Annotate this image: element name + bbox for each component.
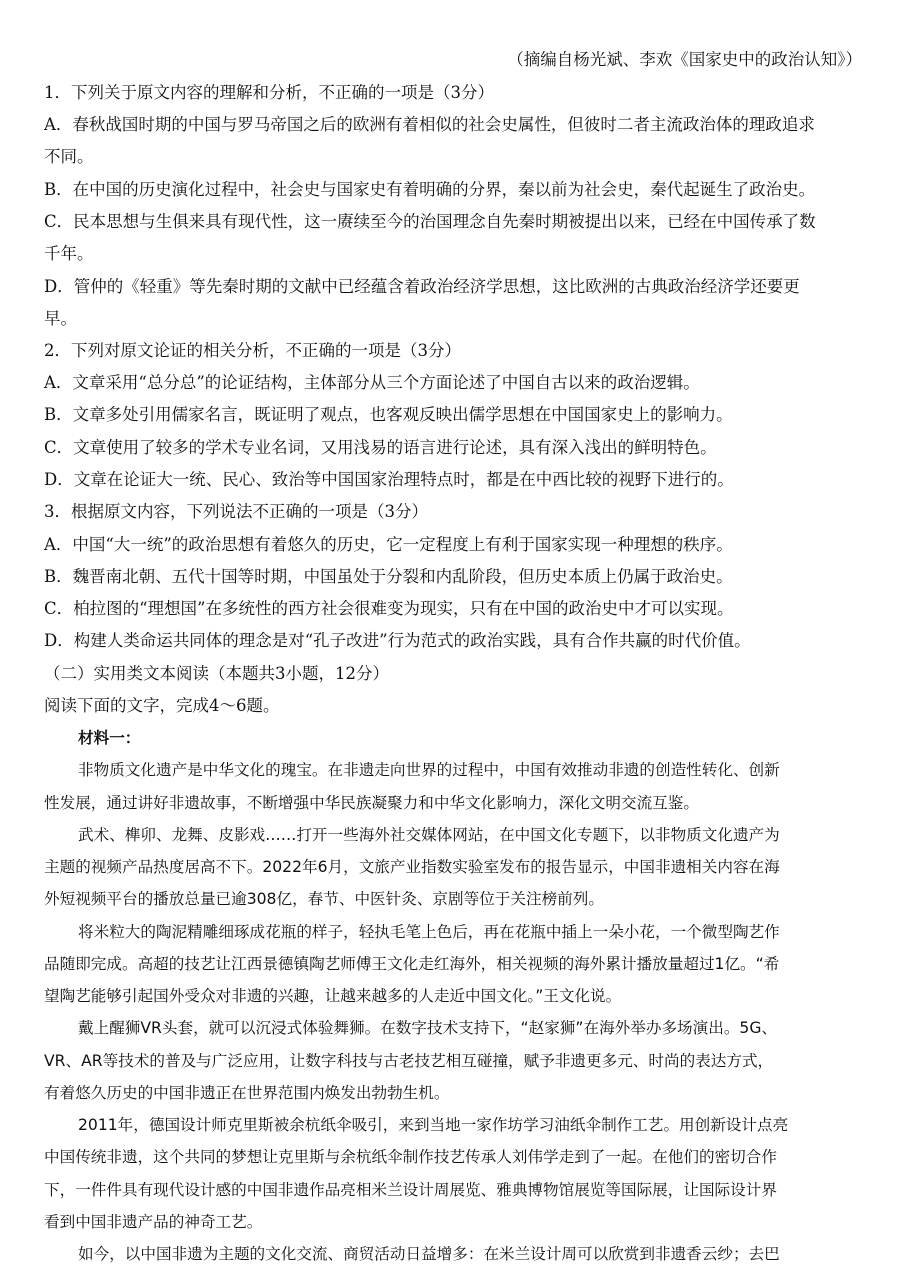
question-1-option-d: D．管仲的《轻重》等先秦时期的文献中已经蕴含着政治经济学思想，这比欧洲的古典政治经济学还要更 [44, 277, 800, 296]
question-3-option-a: A．中国“大一统”的政治思想有着悠久的历史，它一定程度上有利于国家实现一种理想的秩序。 [44, 535, 733, 554]
paragraph-2-line-1: 武术、榫卯、龙舞、皮影戏……打开一些海外社交媒体网站，在中国文化专题下，以非物质文化遗产为 [78, 826, 780, 844]
question-2-option-b: B．文章多处引用儒家名言，既证明了观点，也客观反映出儒学思想在中国国家史上的影响力。 [44, 405, 733, 424]
paragraph-1-line-2: 性发展，通过讲好非遗故事，不断增强中华民族凝聚力和中华文化影响力，深化文明交流互鉴。 [44, 794, 699, 812]
source-note: （摘编自杨光斌、李欢《国家史中的政治认知》） [507, 50, 862, 69]
question-1-stem: 1．下列关于原文内容的理解和分析，不正确的一项是（3分） [44, 83, 494, 102]
question-1-option-c-cont: 千年。 [44, 244, 94, 263]
paragraph-6-line-1: 如今，以中国非遗为主题的文化交流、商贸活动日益增多：在米兰设计周可以欣赏到非遗香云纱；去巴 [78, 1245, 780, 1263]
paragraph-1-line-1: 非物质文化遗产是中华文化的瑰宝。在非遗走向世界的过程中，中国有效推动非遗的创造性转化、创新 [78, 761, 780, 779]
question-2-option-c: C．文章使用了较多的学术专业名词，又用浅易的语言进行论述，具有深入浅出的鲜明特色。 [44, 438, 717, 457]
question-1-option-d-cont: 早。 [44, 309, 77, 328]
paragraph-2-line-2: 主题的视频产品热度居高不下。2022年6月，文旅产业指数实验室发布的报告显示，中国非遗相关内容在海 [44, 858, 780, 876]
paragraph-4-line-2: VR、AR等技术的普及与广泛应用，让数字科技与古老技艺相互碰撞，赋予非遗更多元、时尚的表达方式， [44, 1052, 774, 1070]
question-3-option-c: C．柏拉图的“理想国”在多统性的西方社会很难变为现实，只有在中国的政治史中才可以实现。 [44, 599, 734, 618]
paragraph-5-line-1: 2011年，德国设计师克里斯被余杭纸伞吸引，来到当地一家作坊学习油纸伞制作工艺。用创新设计点亮 [78, 1116, 789, 1134]
paragraph-3-line-2: 品随即完成。高超的技艺让江西景德镇陶艺师傅王文化走红海外，相关视频的海外累计播放量超过1亿。“希 [44, 955, 780, 973]
paragraph-5-line-2: 中国传统非遗，这个共同的梦想让克里斯与余杭纸伞制作技艺传承人刘伟学走到了一起。在他们的密切合作 [44, 1148, 777, 1166]
section-heading: （二）实用类文本阅读（本题共3小题，12分） [44, 664, 389, 683]
paragraph-2-line-3: 外短视频平台的播放总量已逾308亿，春节、中医针灸、京剧等位于关注榜前列。 [44, 890, 604, 908]
material-label: 材料一： [78, 729, 141, 747]
paragraph-5-line-4: 看到中国非遗产品的神奇工艺。 [44, 1213, 263, 1231]
question-1-option-b: B．在中国的历史演化过程中，社会史与国家史有着明确的分界，秦以前为社会史，秦代起诞生了政治史。 [44, 180, 816, 199]
paragraph-3-line-3: 望陶艺能够引起国外受众对非遗的兴趣，让越来越多的人走近中国文化。”王文化说。 [44, 987, 622, 1005]
paragraph-5-line-3: 下，一件件具有现代设计感的中国非遗作品亮相米兰设计周展览、雅典博物馆展览等国际展，让国际设计界 [44, 1181, 777, 1199]
question-1-option-a-cont: 不同。 [44, 147, 94, 166]
section-instruction: 阅读下面的文字，完成4～6题。 [44, 696, 280, 715]
question-2-option-a: A．文章采用“总分总”的论证结构，主体部分从三个方面论述了中国自古以来的政治逻辑。 [44, 373, 700, 392]
question-1-option-a: A．春秋战国时期的中国与罗马帝国之后的欧洲有着相似的社会史属性，但彼时二者主流政治体的理政追求 [44, 115, 815, 134]
question-3-option-d: D．构建人类命运共同体的理念是对“孔子改进”行为范式的政治实践，具有合作共赢的时代价值。 [44, 631, 751, 650]
paragraph-4-line-1: 戴上醒狮VR头套，就可以沉浸式体验舞狮。在数字技术支持下，“赵家狮”在海外举办多场演出。5G、 [78, 1019, 778, 1037]
question-2-stem: 2．下列对原文论证的相关分析，不正确的一项是（3分） [44, 341, 461, 360]
paragraph-4-line-3: 有着悠久历史的中国非遗正在世界范围内焕发出勃勃生机。 [44, 1084, 450, 1102]
question-1-option-c: C．民本思想与生俱来具有现代性，这一赓续至今的治国理念自先秦时期被提出以来，已经在中国传承了数 [44, 212, 816, 231]
question-3-stem: 3．根据原文内容，下列说法不正确的一项是（3分） [44, 502, 428, 521]
paragraph-3-line-1: 将米粒大的陶泥精雕细琢成花瓶的样子，轻执毛笔上色后，再在花瓶中插上一朵小花，一个微型陶艺作 [78, 923, 780, 941]
question-2-option-d: D．文章在论证大一统、民心、致治等中国国家治理特点时，都是在中西比较的视野下进行的。 [44, 470, 734, 489]
question-3-option-b: B．魏晋南北朝、五代十国等时期，中国虽处于分裂和内乱阶段，但历史本质上仍属于政治史。 [44, 567, 733, 586]
